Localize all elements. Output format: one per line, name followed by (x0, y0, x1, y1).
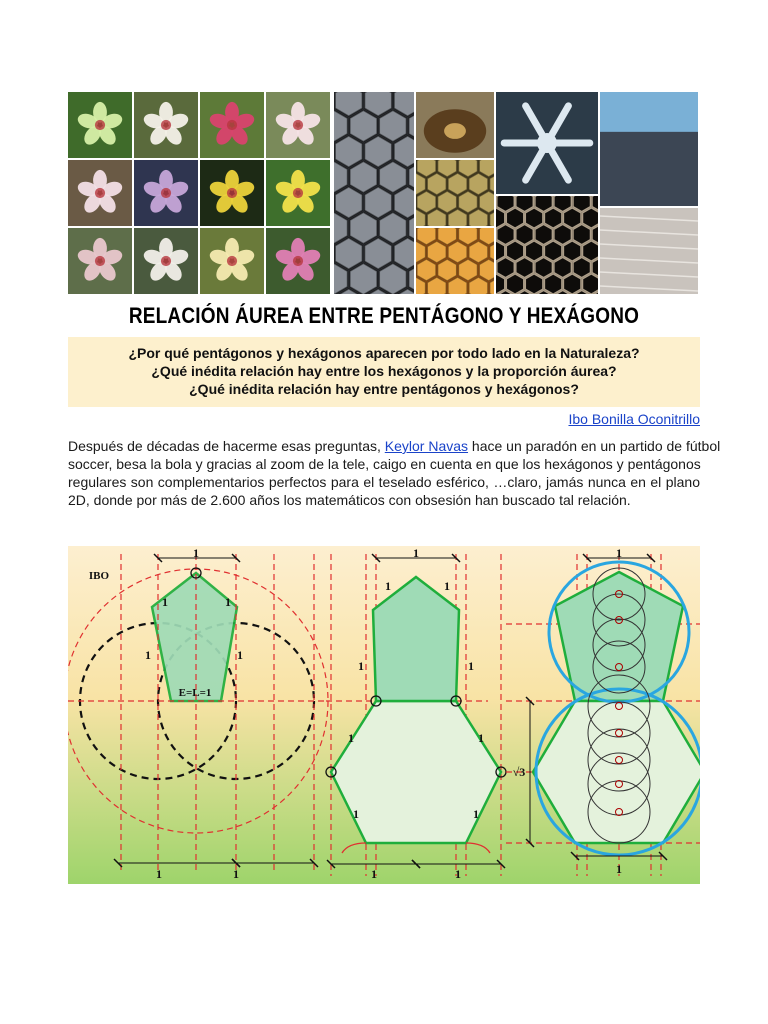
banner-photo-snake-skin (416, 160, 494, 226)
length-label: 1 (348, 731, 354, 745)
banner-photo-flower (68, 92, 132, 158)
paragraph-line (68, 437, 721, 455)
banner-photo-flower (200, 228, 264, 294)
ibo-label: IBO (88, 570, 110, 582)
banner-photo-flower (266, 92, 330, 158)
length-label: 1 (455, 867, 461, 881)
paragraph-text: hace un paradón en un partido de fútbol (468, 438, 721, 454)
question-2: ¿Qué inédita relación hay entre los hexágonos y la proporción áurea? (151, 363, 617, 379)
paragraph-line: soccer, besa la bola y gracias al zoom de la tele, caigo en cuenta en que los hexágonos y pentágonos (68, 456, 701, 472)
paragraph-line: 2D, donde por más de 2.600 años los matemáticos con obsesión han buscado tal relación. (68, 492, 631, 508)
length-label: 1 (478, 731, 484, 745)
banner-photo-flower (134, 92, 198, 158)
intro-paragraph (68, 437, 721, 509)
length-label: 1 (156, 867, 162, 881)
edge-equals-label: E=L=1 (178, 687, 212, 699)
length-label: 1 (145, 648, 151, 662)
banner-photo-flower (200, 160, 264, 226)
keylor-navas-link[interactable]: Keylor Navas (384, 438, 469, 454)
length-label: 1 (413, 546, 419, 560)
sqrt3-label: √3 (512, 765, 526, 779)
length-label: 1 (162, 595, 168, 609)
length-label: 1 (353, 807, 359, 821)
banner-photo-snowflake (496, 92, 598, 194)
length-label: 1 (468, 659, 474, 673)
length-label: 1 (473, 807, 479, 821)
length-label: 1 (616, 546, 622, 560)
length-label: 1 (225, 595, 231, 609)
length-label: 1 (371, 867, 377, 881)
banner-photo-flower (200, 92, 264, 158)
banner-photo-salt-flat (600, 208, 698, 294)
banner-photo-hex-panels (334, 92, 414, 294)
length-label: 1 (385, 579, 391, 593)
length-label: 1 (193, 546, 199, 560)
length-label: 1 (237, 648, 243, 662)
geometry-diagram (68, 546, 700, 884)
question-3: ¿Qué inédita relación hay entre pentágonos y hexágonos? (189, 381, 579, 397)
page-title: RELACIÓN ÁUREA ENTRE PENTÁGONO Y HEXÁGONO (128, 304, 640, 329)
banner-photo-flower (68, 160, 132, 226)
paragraph-line: regulares son complementarios perfectos para el teselado esférico, …claro, jamás nunca en el plano (68, 474, 700, 490)
banner-photo-bubbles (496, 196, 598, 294)
banner-photo-tortoise (416, 92, 494, 158)
questions-box (68, 337, 700, 407)
paragraph-text: Después de décadas de hacerme esas preguntas, (68, 438, 385, 454)
banner-photo-flower (134, 228, 198, 294)
length-label: 1 (444, 579, 450, 593)
banner-photo-flower (266, 160, 330, 226)
author-link[interactable]: Ibo Bonilla Oconitrillo (568, 411, 700, 427)
banner-photo-flower (134, 160, 198, 226)
nature-collage (68, 92, 698, 294)
banner-photo-flower (266, 228, 330, 294)
banner-photo-honeycomb (416, 228, 494, 294)
length-label: 1 (358, 659, 364, 673)
length-label: 1 (233, 867, 239, 881)
banner-photo-flower (68, 228, 132, 294)
question-1: ¿Por qué pentágonos y hexágonos aparecen por todo lado en la Naturaleza? (128, 345, 640, 361)
length-label: 1 (616, 862, 622, 876)
banner-photo-basalt-coast (600, 92, 698, 206)
